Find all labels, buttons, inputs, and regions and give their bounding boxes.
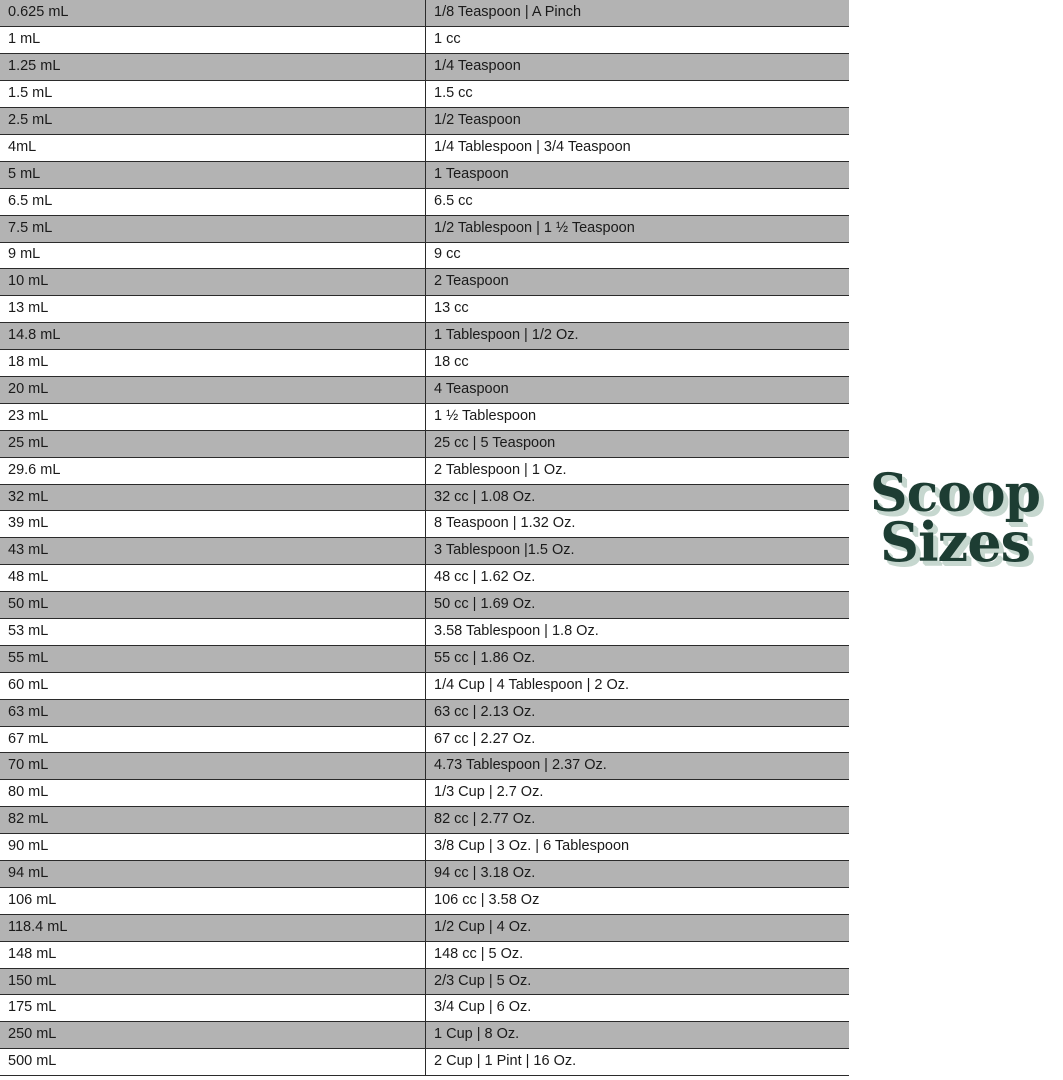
table-row [0,1022,849,1049]
cell-equivalent: 2/3 Cup | 5 Oz. [426,968,850,995]
cell-equivalent: 1/2 Cup | 4 Oz. [426,914,850,941]
table-row [0,807,849,834]
cell-milliliters: 118.4 mL [0,914,426,941]
cell-milliliters: 148 mL [0,941,426,968]
page-title-line-1: Scoop [870,463,1040,524]
cell-milliliters: 55 mL [0,645,426,672]
cell-equivalent: 1/4 Teaspoon [426,54,850,81]
cell-milliliters: 20 mL [0,376,426,403]
cell-equivalent: 1 Teaspoon [426,161,850,188]
table-row [0,161,849,188]
table-row [0,565,849,592]
cell-equivalent: 106 cc | 3.58 Oz [426,887,850,914]
table-row [0,403,849,430]
cell-milliliters: 175 mL [0,995,426,1022]
table-row [0,269,849,296]
table-row [0,0,849,27]
table-row [0,861,849,888]
cell-milliliters: 63 mL [0,699,426,726]
table-row [0,1049,849,1076]
cell-equivalent: 25 cc | 5 Teaspoon [426,430,850,457]
cell-milliliters: 94 mL [0,861,426,888]
table-row [0,188,849,215]
table-row [0,592,849,619]
table-row [0,350,849,377]
table-row [0,753,849,780]
cell-milliliters: 67 mL [0,726,426,753]
cell-equivalent: 1.5 cc [426,81,850,108]
table-row [0,941,849,968]
cell-equivalent: 2 Cup | 1 Pint | 16 Oz. [426,1049,850,1076]
cell-milliliters: 29.6 mL [0,457,426,484]
cell-equivalent: 3/4 Cup | 6 Oz. [426,995,850,1022]
cell-equivalent: 4.73 Tablespoon | 2.37 Oz. [426,753,850,780]
cell-milliliters: 10 mL [0,269,426,296]
cell-milliliters: 13 mL [0,296,426,323]
table-row [0,914,849,941]
cell-milliliters: 5 mL [0,161,426,188]
cell-milliliters: 7.5 mL [0,215,426,242]
table-row [0,538,849,565]
cell-equivalent: 55 cc | 1.86 Oz. [426,645,850,672]
cell-milliliters: 500 mL [0,1049,426,1076]
cell-milliliters: 1 mL [0,27,426,54]
table-row [0,699,849,726]
cell-milliliters: 32 mL [0,484,426,511]
cell-equivalent: 9 cc [426,242,850,269]
cell-equivalent: 1 cc [426,27,850,54]
cell-equivalent: 82 cc | 2.77 Oz. [426,807,850,834]
cell-equivalent: 4 Teaspoon [426,376,850,403]
cell-milliliters: 82 mL [0,807,426,834]
cell-equivalent: 1/3 Cup | 2.7 Oz. [426,780,850,807]
cell-equivalent: 50 cc | 1.69 Oz. [426,592,850,619]
cell-equivalent: 94 cc | 3.18 Oz. [426,861,850,888]
cell-milliliters: 9 mL [0,242,426,269]
cell-milliliters: 0.625 mL [0,0,426,27]
cell-milliliters: 18 mL [0,350,426,377]
table-row [0,296,849,323]
cell-equivalent: 32 cc | 1.08 Oz. [426,484,850,511]
cell-milliliters: 106 mL [0,887,426,914]
table-row [0,376,849,403]
cell-equivalent: 3.58 Tablespoon | 1.8 Oz. [426,618,850,645]
cell-milliliters: 4mL [0,134,426,161]
table-row [0,242,849,269]
table-row [0,484,849,511]
cell-equivalent: 1/4 Tablespoon | 3/4 Teaspoon [426,134,850,161]
cell-equivalent: 3 Tablespoon |1.5 Oz. [426,538,850,565]
cell-equivalent: 1/4 Cup | 4 Tablespoon | 2 Oz. [426,672,850,699]
table-row [0,834,849,861]
table-row [0,618,849,645]
cell-milliliters: 90 mL [0,834,426,861]
cell-equivalent: 8 Teaspoon | 1.32 Oz. [426,511,850,538]
table-row [0,672,849,699]
cell-equivalent: 48 cc | 1.62 Oz. [426,565,850,592]
cell-milliliters: 250 mL [0,1022,426,1049]
cell-equivalent: 3/8 Cup | 3 Oz. | 6 Tablespoon [426,834,850,861]
cell-equivalent: 1 ½ Tablespoon [426,403,850,430]
cell-equivalent: 63 cc | 2.13 Oz. [426,699,850,726]
cell-equivalent: 2 Tablespoon | 1 Oz. [426,457,850,484]
cell-milliliters: 23 mL [0,403,426,430]
cell-equivalent: 1/2 Teaspoon [426,108,850,135]
cell-milliliters: 150 mL [0,968,426,995]
cell-equivalent: 1/8 Teaspoon | A Pinch [426,0,850,27]
table-row [0,81,849,108]
table-row [0,27,849,54]
cell-equivalent: 67 cc | 2.27 Oz. [426,726,850,753]
cell-milliliters: 50 mL [0,592,426,619]
cell-milliliters: 1.5 mL [0,81,426,108]
cell-milliliters: 43 mL [0,538,426,565]
cell-milliliters: 25 mL [0,430,426,457]
cell-milliliters: 14.8 mL [0,323,426,350]
table-row [0,108,849,135]
cell-milliliters: 70 mL [0,753,426,780]
cell-milliliters: 48 mL [0,565,426,592]
table-row [0,995,849,1022]
table-row [0,887,849,914]
cell-milliliters: 80 mL [0,780,426,807]
table-row [0,54,849,81]
cell-milliliters: 2.5 mL [0,108,426,135]
table-row [0,645,849,672]
cell-milliliters: 53 mL [0,618,426,645]
table-row [0,511,849,538]
page-title-line-2: Sizes [880,509,1030,574]
cell-equivalent: 148 cc | 5 Oz. [426,941,850,968]
cell-equivalent: 1 Tablespoon | 1/2 Oz. [426,323,850,350]
table-row [0,323,849,350]
cell-milliliters: 39 mL [0,511,426,538]
cell-equivalent: 2 Teaspoon [426,269,850,296]
page-title [855,463,1055,574]
table-row [0,134,849,161]
cell-milliliters: 60 mL [0,672,426,699]
cell-milliliters: 6.5 mL [0,188,426,215]
cell-equivalent: 13 cc [426,296,850,323]
table-row [0,780,849,807]
cell-equivalent: 6.5 cc [426,188,850,215]
table-row [0,726,849,753]
table-row [0,215,849,242]
cell-equivalent: 18 cc [426,350,850,377]
table-row [0,457,849,484]
table-row [0,430,849,457]
cell-equivalent: 1/2 Tablespoon | 1 ½ Teaspoon [426,215,850,242]
cell-equivalent: 1 Cup | 8 Oz. [426,1022,850,1049]
table-row [0,968,849,995]
cell-milliliters: 1.25 mL [0,54,426,81]
